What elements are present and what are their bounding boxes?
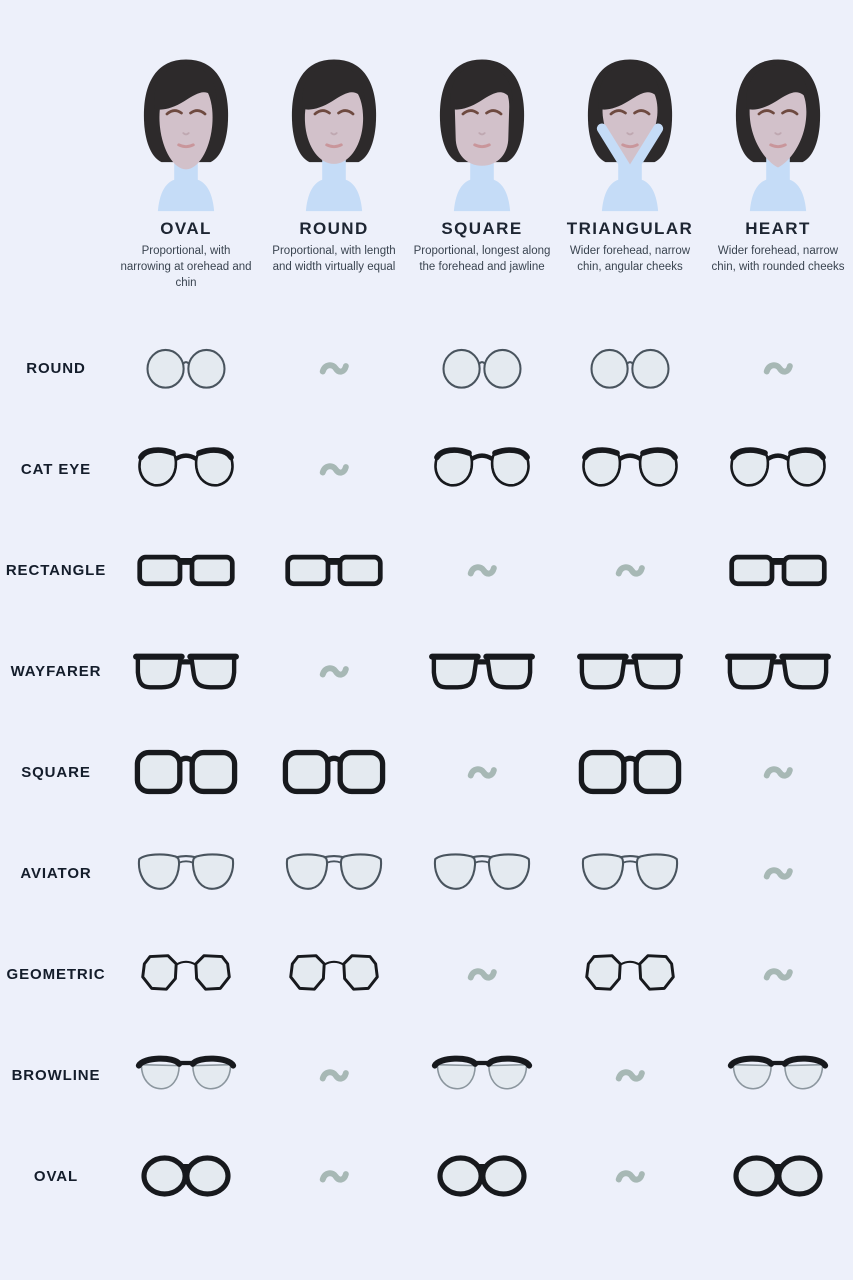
cell-browline-square — [408, 1051, 556, 1099]
face-square-illustration — [408, 54, 556, 213]
compatibility-grid — [0, 318, 853, 1227]
cat-eye-glasses-icon — [430, 445, 534, 494]
cell-wayfarer-square — [408, 647, 556, 696]
tilde-icon — [463, 759, 501, 786]
browline-glasses-icon — [134, 1051, 238, 1099]
cell-square-oval — [112, 747, 260, 797]
cell-browline-oval — [112, 1051, 260, 1099]
square-glasses-icon — [577, 747, 683, 797]
frame-row-wayfarer — [0, 621, 853, 722]
frame-row-cat-eye — [0, 419, 853, 520]
frame-row-geometric — [0, 924, 853, 1025]
tilde-icon — [759, 961, 797, 988]
face-shape-description: Proportional, with narrowing at orehead and chin — [120, 245, 252, 289]
tilde-icon — [315, 658, 353, 685]
cell-round-oval — [112, 344, 260, 392]
face-oval-illustration — [112, 54, 260, 213]
tilde-icon — [315, 1062, 353, 1089]
browline-glasses-icon — [430, 1051, 534, 1099]
frame-style-label: AVIATOR — [20, 864, 92, 882]
cell-square-square — [408, 759, 556, 786]
tilde-icon — [611, 1062, 649, 1089]
cell-oval-round — [260, 1163, 408, 1190]
cell-rectangle-round — [260, 546, 408, 594]
face-shape-description: Wider forehead, narrow chin, with rounded cheeks — [711, 245, 845, 273]
cell-geometric-square — [408, 961, 556, 988]
tilde-icon — [315, 355, 353, 382]
frame-style-label: SQUARE — [21, 763, 91, 781]
oval-glasses-icon — [138, 1152, 234, 1200]
oval-glasses-icon — [434, 1152, 530, 1200]
cell-round-heart — [704, 355, 852, 382]
frame-style-label: RECTANGLE — [5, 561, 107, 579]
wayfarer-glasses-icon — [725, 647, 831, 696]
frame-style-label: GEOMETRIC — [6, 965, 106, 983]
wayfarer-glasses-icon — [429, 647, 535, 696]
face-shape-label: OVAL — [160, 219, 212, 238]
face-shape-label: ROUND — [299, 219, 369, 238]
frame-row-round — [0, 318, 853, 419]
tilde-icon — [315, 1163, 353, 1190]
face-shape-label: TRIANGULAR — [566, 219, 694, 238]
square-glasses-icon — [133, 747, 239, 797]
cell-oval-heart — [704, 1152, 852, 1200]
cell-square-heart — [704, 759, 852, 786]
cell-aviator-round — [260, 848, 408, 898]
cell-cat-eye-oval — [112, 445, 260, 494]
face-shape-description: Wider forehead, narrow chin, angular cheeks — [569, 245, 691, 273]
cell-round-round — [260, 355, 408, 382]
cell-rectangle-heart — [704, 546, 852, 594]
cell-wayfarer-triangular — [556, 647, 704, 696]
face-shape-description: Proportional, longest along the forehead and jawline — [413, 245, 551, 273]
cell-cat-eye-heart — [704, 445, 852, 494]
cell-browline-round — [260, 1062, 408, 1089]
round-glasses-icon — [586, 344, 674, 392]
face-heart-illustration — [704, 54, 852, 213]
geometric-glasses-icon — [581, 950, 679, 999]
tilde-icon — [463, 961, 501, 988]
tilde-icon — [611, 1163, 649, 1190]
cell-geometric-oval — [112, 950, 260, 999]
cell-round-square — [408, 344, 556, 392]
cat-eye-glasses-icon — [134, 445, 238, 494]
tilde-icon — [759, 860, 797, 887]
cell-geometric-heart — [704, 961, 852, 988]
round-glasses-icon — [142, 344, 230, 392]
cell-cat-eye-round — [260, 456, 408, 483]
face-column-oval — [112, 54, 260, 292]
cell-rectangle-triangular — [556, 557, 704, 584]
wayfarer-glasses-icon — [133, 647, 239, 696]
aviator-glasses-icon — [430, 848, 534, 898]
wayfarer-glasses-icon — [577, 647, 683, 696]
geometric-glasses-icon — [137, 950, 235, 999]
tilde-icon — [759, 355, 797, 382]
oval-glasses-icon — [730, 1152, 826, 1200]
cell-rectangle-square — [408, 557, 556, 584]
frame-style-label: CAT EYE — [20, 460, 92, 478]
aviator-glasses-icon — [578, 848, 682, 898]
cell-wayfarer-round — [260, 658, 408, 685]
face-column-round — [260, 54, 408, 292]
square-glasses-icon — [281, 747, 387, 797]
cell-square-triangular — [556, 747, 704, 797]
rectangle-glasses-icon — [726, 546, 830, 594]
aviator-glasses-icon — [282, 848, 386, 898]
cell-geometric-triangular — [556, 950, 704, 999]
face-shape-description: Proportional, with length and width virtually equal — [272, 245, 396, 273]
browline-glasses-icon — [726, 1051, 830, 1099]
cell-wayfarer-heart — [704, 647, 852, 696]
cell-aviator-oval — [112, 848, 260, 898]
cell-square-round — [260, 747, 408, 797]
cat-eye-glasses-icon — [578, 445, 682, 494]
frame-row-aviator — [0, 823, 853, 924]
cell-browline-heart — [704, 1051, 852, 1099]
cell-oval-triangular — [556, 1163, 704, 1190]
cell-browline-triangular — [556, 1062, 704, 1089]
cell-cat-eye-triangular — [556, 445, 704, 494]
rectangle-glasses-icon — [282, 546, 386, 594]
face-shape-header — [0, 0, 853, 292]
aviator-glasses-icon — [134, 848, 238, 898]
cell-rectangle-oval — [112, 546, 260, 594]
cell-aviator-triangular — [556, 848, 704, 898]
face-round-illustration — [260, 54, 408, 213]
face-triangular-illustration — [556, 54, 704, 213]
cell-aviator-heart — [704, 860, 852, 887]
tilde-icon — [463, 557, 501, 584]
frame-row-browline — [0, 1025, 853, 1126]
frame-style-label: OVAL — [33, 1167, 79, 1185]
frame-row-oval — [0, 1126, 853, 1227]
geometric-glasses-icon — [285, 950, 383, 999]
tilde-icon — [611, 557, 649, 584]
tilde-icon — [759, 759, 797, 786]
cell-round-triangular — [556, 344, 704, 392]
face-column-square — [408, 54, 556, 292]
frame-style-label: BROWLINE — [11, 1066, 101, 1084]
face-column-triangular — [556, 54, 704, 292]
cell-oval-square — [408, 1152, 556, 1200]
cell-wayfarer-oval — [112, 647, 260, 696]
frame-row-rectangle — [0, 520, 853, 621]
tilde-icon — [315, 456, 353, 483]
rectangle-glasses-icon — [134, 546, 238, 594]
face-shape-label: HEART — [745, 219, 811, 238]
round-glasses-icon — [438, 344, 526, 392]
cell-geometric-round — [260, 950, 408, 999]
frame-style-label: ROUND — [26, 359, 86, 377]
frame-style-label: WAYFARER — [10, 662, 102, 680]
face-column-heart — [704, 54, 852, 292]
cell-aviator-square — [408, 848, 556, 898]
header-gutter — [0, 54, 112, 292]
cat-eye-glasses-icon — [726, 445, 830, 494]
cell-cat-eye-square — [408, 445, 556, 494]
frame-row-square — [0, 722, 853, 823]
cell-oval-oval — [112, 1152, 260, 1200]
face-shape-label: SQUARE — [441, 219, 523, 238]
